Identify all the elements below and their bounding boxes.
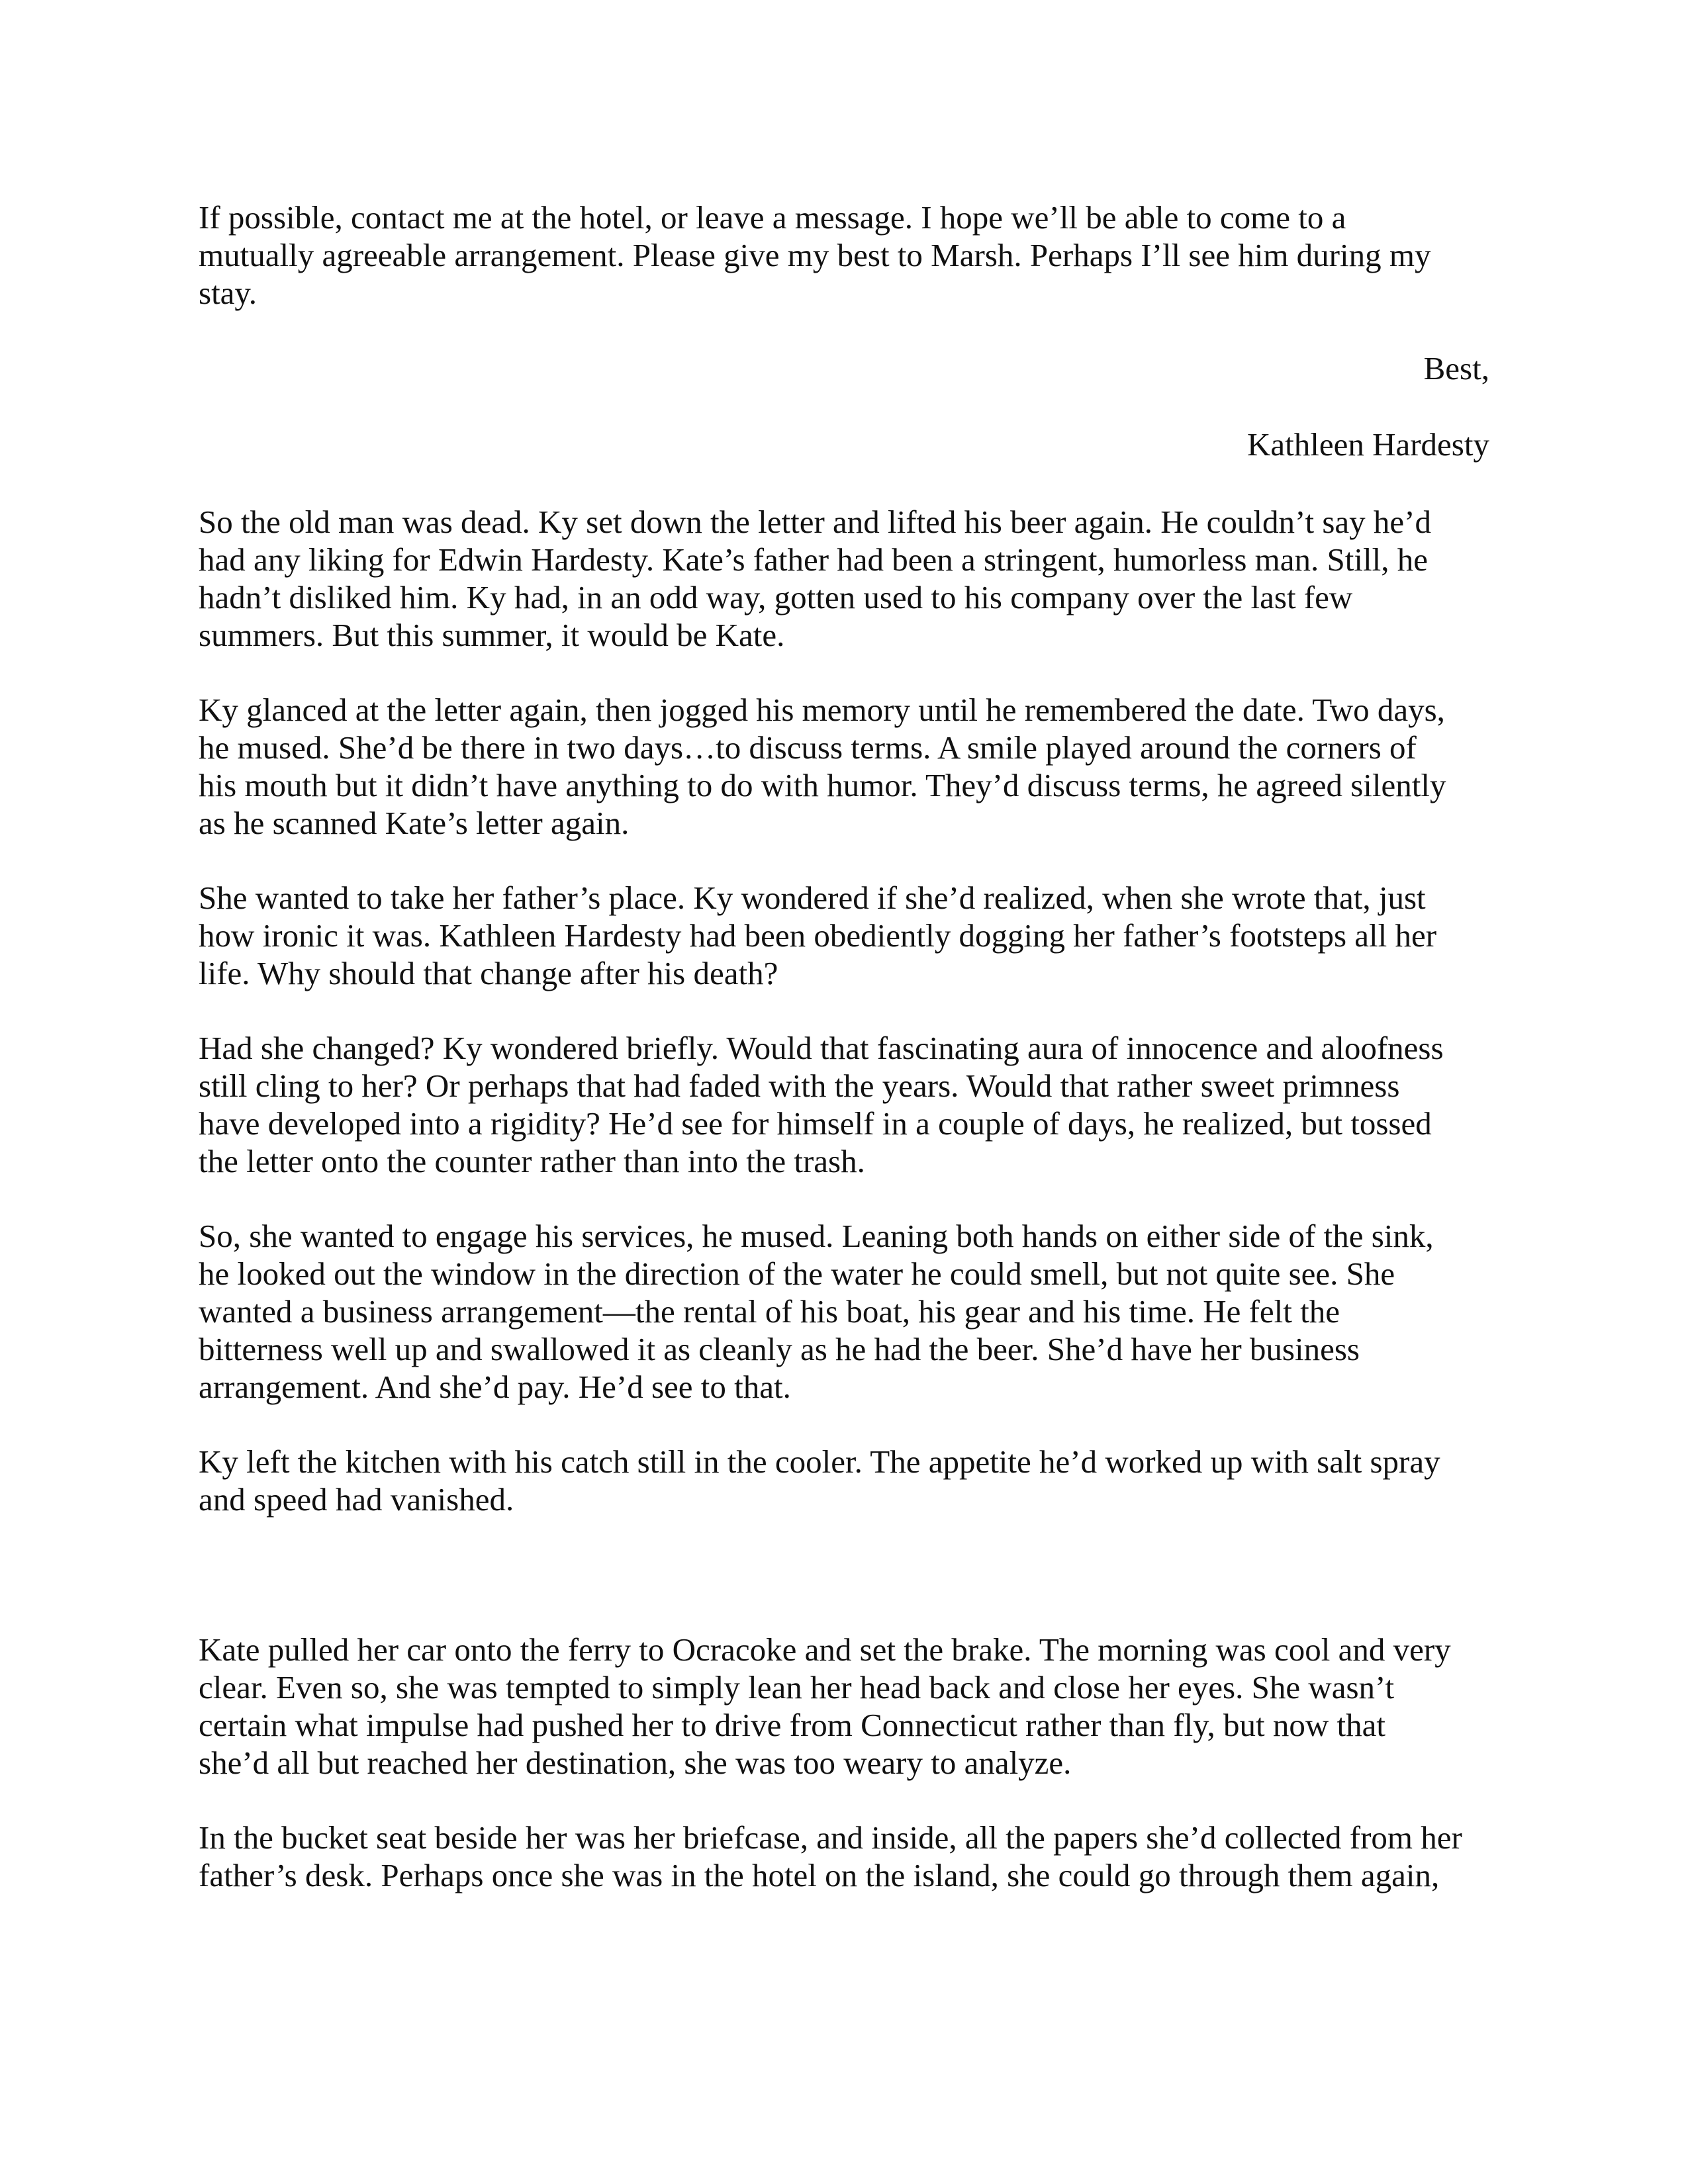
text-line: have developed into a rigidity? He’d see for himself in a couple of days, he realized, but tossed (199, 1105, 1432, 1142)
text-line: Ky glanced at the letter again, then jogged his memory until he remembered the date. Two days, (199, 692, 1445, 728)
paragraph (199, 879, 1489, 992)
text-line: his mouth but it didn’t have anything to do with humor. They’d discuss terms, he agreed silently (199, 767, 1446, 803)
text-line: clear. Even so, she was tempted to simply lean her head back and close her eyes. She wasn’t (199, 1669, 1395, 1706)
text-line: hadn’t disliked him. Ky had, in an odd way, gotten used to his company over the last few (199, 579, 1353, 615)
letter-signoff: Best, (1423, 350, 1489, 387)
text-line: had any liking for Edwin Hardesty. Kate’s father had been a stringent, humorless man. Still, he (199, 541, 1428, 578)
paragraph (199, 1819, 1489, 1894)
text-line: as he scanned Kate’s letter again. (199, 805, 630, 841)
text-line: Kate pulled her car onto the ferry to Ocracoke and set the brake. The morning was cool and very (199, 1631, 1451, 1668)
text-line: still cling to her? Or perhaps that had faded with the years. Would that rather sweet primness (199, 1068, 1400, 1104)
paragraph (199, 1443, 1489, 1518)
text-line: arrangement. And she’d pay. He’d see to that. (199, 1369, 791, 1405)
text-line: how ironic it was. Kathleen Hardesty had been obediently dogging her father’s footsteps all her (199, 917, 1437, 954)
paragraph (199, 1631, 1489, 1782)
letter-signature: Kathleen Hardesty (1247, 426, 1489, 463)
text-line: certain what impulse had pushed her to drive from Connecticut rather than fly, but now that (199, 1707, 1385, 1743)
text-line: summers. But this summer, it would be Kate. (199, 617, 785, 653)
text-line: he mused. She’d be there in two days…to discuss terms. A smile played around the corners of (199, 729, 1417, 766)
text-line: So the old man was dead. Ky set down the letter and lifted his beer again. He couldn’t say he’d (199, 504, 1431, 540)
text-line: stay. (199, 275, 257, 311)
letter-closing-paragraph (199, 199, 1489, 312)
paragraph (199, 1217, 1489, 1406)
text-line: In the bucket seat beside her was her briefcase, and inside, all the papers she’d collected from her (199, 1819, 1462, 1856)
paragraph (199, 503, 1489, 654)
text-line: life. Why should that change after his death? (199, 955, 778, 991)
text-line: and speed had vanished. (199, 1481, 514, 1518)
paragraph (199, 691, 1489, 842)
text-line: So, she wanted to engage his services, he mused. Leaning both hands on either side of the sink, (199, 1218, 1434, 1254)
paragraph (199, 1029, 1489, 1180)
text-line: he looked out the window in the direction of the water he could smell, but not quite see. She (199, 1255, 1395, 1292)
text-line: father’s desk. Perhaps once she was in the hotel on the island, she could go through them again, (199, 1857, 1440, 1893)
text-line: the letter onto the counter rather than into the trash. (199, 1143, 865, 1179)
text-line: bitterness well up and swallowed it as cleanly as he had the beer. She’d have her business (199, 1331, 1360, 1367)
text-line: wanted a business arrangement—the rental of his boat, his gear and his time. He felt the (199, 1293, 1340, 1330)
text-line: mutually agreeable arrangement. Please give my best to Marsh. Perhaps I’ll see him during my (199, 237, 1431, 273)
text-line: Had she changed? Ky wondered briefly. Would that fascinating aura of innocence and aloofness (199, 1030, 1444, 1066)
text-line: She wanted to take her father’s place. Ky wondered if she’d realized, when she wrote that, just (199, 880, 1426, 916)
text-line: she’d all but reached her destination, she was too weary to analyze. (199, 1745, 1072, 1781)
text-line: Ky left the kitchen with his catch still in the cooler. The appetite he’d worked up with salt spray (199, 1443, 1440, 1480)
text-line: If possible, contact me at the hotel, or leave a message. I hope we’ll be able to come to a (199, 199, 1346, 236)
